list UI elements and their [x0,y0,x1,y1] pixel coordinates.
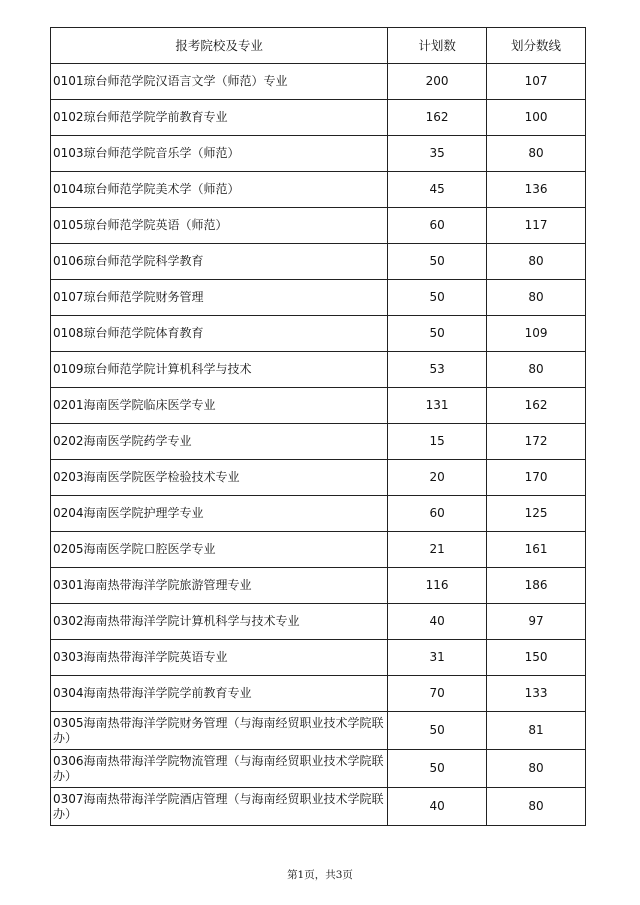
table-row [51,388,586,424]
admission-score-table [50,27,586,826]
cell-plan-count: 21 [388,532,487,568]
cell-school-major: 0107琼台师范学院财务管理 [51,280,388,316]
cell-score-line: 97 [487,604,586,640]
cell-score-line: 172 [487,424,586,460]
cell-score-line: 186 [487,568,586,604]
cell-plan-count: 40 [388,788,487,826]
cell-score-line: 136 [487,172,586,208]
cell-school-major: 0201海南医学院临床医学专业 [51,388,388,424]
cell-school-major: 0101琼台师范学院汉语言文学（师范）专业 [51,64,388,100]
cell-school-major: 0106琼台师范学院科学教育 [51,244,388,280]
cell-school-major: 0105琼台师范学院英语（师范） [51,208,388,244]
table-row [51,172,586,208]
cell-plan-count: 20 [388,460,487,496]
cell-score-line: 80 [487,280,586,316]
cell-school-major: 0102琼台师范学院学前教育专业 [51,100,388,136]
table-row [51,712,586,750]
cell-plan-count: 50 [388,244,487,280]
table-row [51,788,586,826]
table-row [51,244,586,280]
header-score-line: 划分数线 [487,28,586,64]
cell-score-line: 107 [487,64,586,100]
cell-score-line: 109 [487,316,586,352]
table-row [51,316,586,352]
table-row [51,136,586,172]
cell-score-line: 80 [487,750,586,788]
cell-plan-count: 60 [388,208,487,244]
cell-plan-count: 162 [388,100,487,136]
cell-school-major: 0304海南热带海洋学院学前教育专业 [51,676,388,712]
cell-plan-count: 60 [388,496,487,532]
table-row [51,568,586,604]
cell-plan-count: 70 [388,676,487,712]
cell-school-major: 0202海南医学院药学专业 [51,424,388,460]
cell-plan-count: 35 [388,136,487,172]
cell-school-major: 0303海南热带海洋学院英语专业 [51,640,388,676]
cell-plan-count: 116 [388,568,487,604]
cell-school-major: 0302海南热带海洋学院计算机科学与技术专业 [51,604,388,640]
cell-plan-count: 53 [388,352,487,388]
cell-school-major: 0103琼台师范学院音乐学（师范） [51,136,388,172]
cell-score-line: 80 [487,136,586,172]
cell-score-line: 162 [487,388,586,424]
cell-plan-count: 50 [388,316,487,352]
cell-plan-count: 45 [388,172,487,208]
cell-plan-count: 50 [388,280,487,316]
table-row [51,280,586,316]
table-row [51,750,586,788]
cell-plan-count: 15 [388,424,487,460]
page-number-footer: 第1页，共3页 [287,869,353,881]
cell-school-major: 0109琼台师范学院计算机科学与技术 [51,352,388,388]
cell-school-major: 0306海南热带海洋学院物流管理（与海南经贸职业技术学院联办） [51,750,388,788]
table-row [51,352,586,388]
table-row [51,496,586,532]
cell-school-major: 0301海南热带海洋学院旅游管理专业 [51,568,388,604]
header-school-major: 报考院校及专业 [51,28,388,64]
cell-plan-count: 31 [388,640,487,676]
cell-plan-count: 50 [388,750,487,788]
cell-score-line: 125 [487,496,586,532]
cell-school-major: 0104琼台师范学院美术学（师范） [51,172,388,208]
table-row [51,640,586,676]
table-row [51,424,586,460]
table-row [51,604,586,640]
cell-score-line: 161 [487,532,586,568]
cell-score-line: 80 [487,352,586,388]
cell-score-line: 117 [487,208,586,244]
table-row [51,460,586,496]
table-row [51,100,586,136]
table-row [51,208,586,244]
cell-plan-count: 131 [388,388,487,424]
cell-score-line: 150 [487,640,586,676]
table-row [51,64,586,100]
cell-score-line: 81 [487,712,586,750]
cell-plan-count: 200 [388,64,487,100]
cell-plan-count: 50 [388,712,487,750]
header-plan-count: 计划数 [388,28,487,64]
cell-score-line: 133 [487,676,586,712]
cell-school-major: 0205海南医学院口腔医学专业 [51,532,388,568]
cell-school-major: 0305海南热带海洋学院财务管理（与海南经贸职业技术学院联办） [51,712,388,750]
table-header-row [51,28,586,64]
cell-score-line: 100 [487,100,586,136]
cell-school-major: 0307海南热带海洋学院酒店管理（与海南经贸职业技术学院联办） [51,788,388,826]
cell-score-line: 80 [487,788,586,826]
table-row [51,532,586,568]
cell-score-line: 80 [487,244,586,280]
cell-score-line: 170 [487,460,586,496]
cell-school-major: 0204海南医学院护理学专业 [51,496,388,532]
cell-school-major: 0108琼台师范学院体育教育 [51,316,388,352]
cell-school-major: 0203海南医学院医学检验技术专业 [51,460,388,496]
table-row [51,676,586,712]
cell-plan-count: 40 [388,604,487,640]
